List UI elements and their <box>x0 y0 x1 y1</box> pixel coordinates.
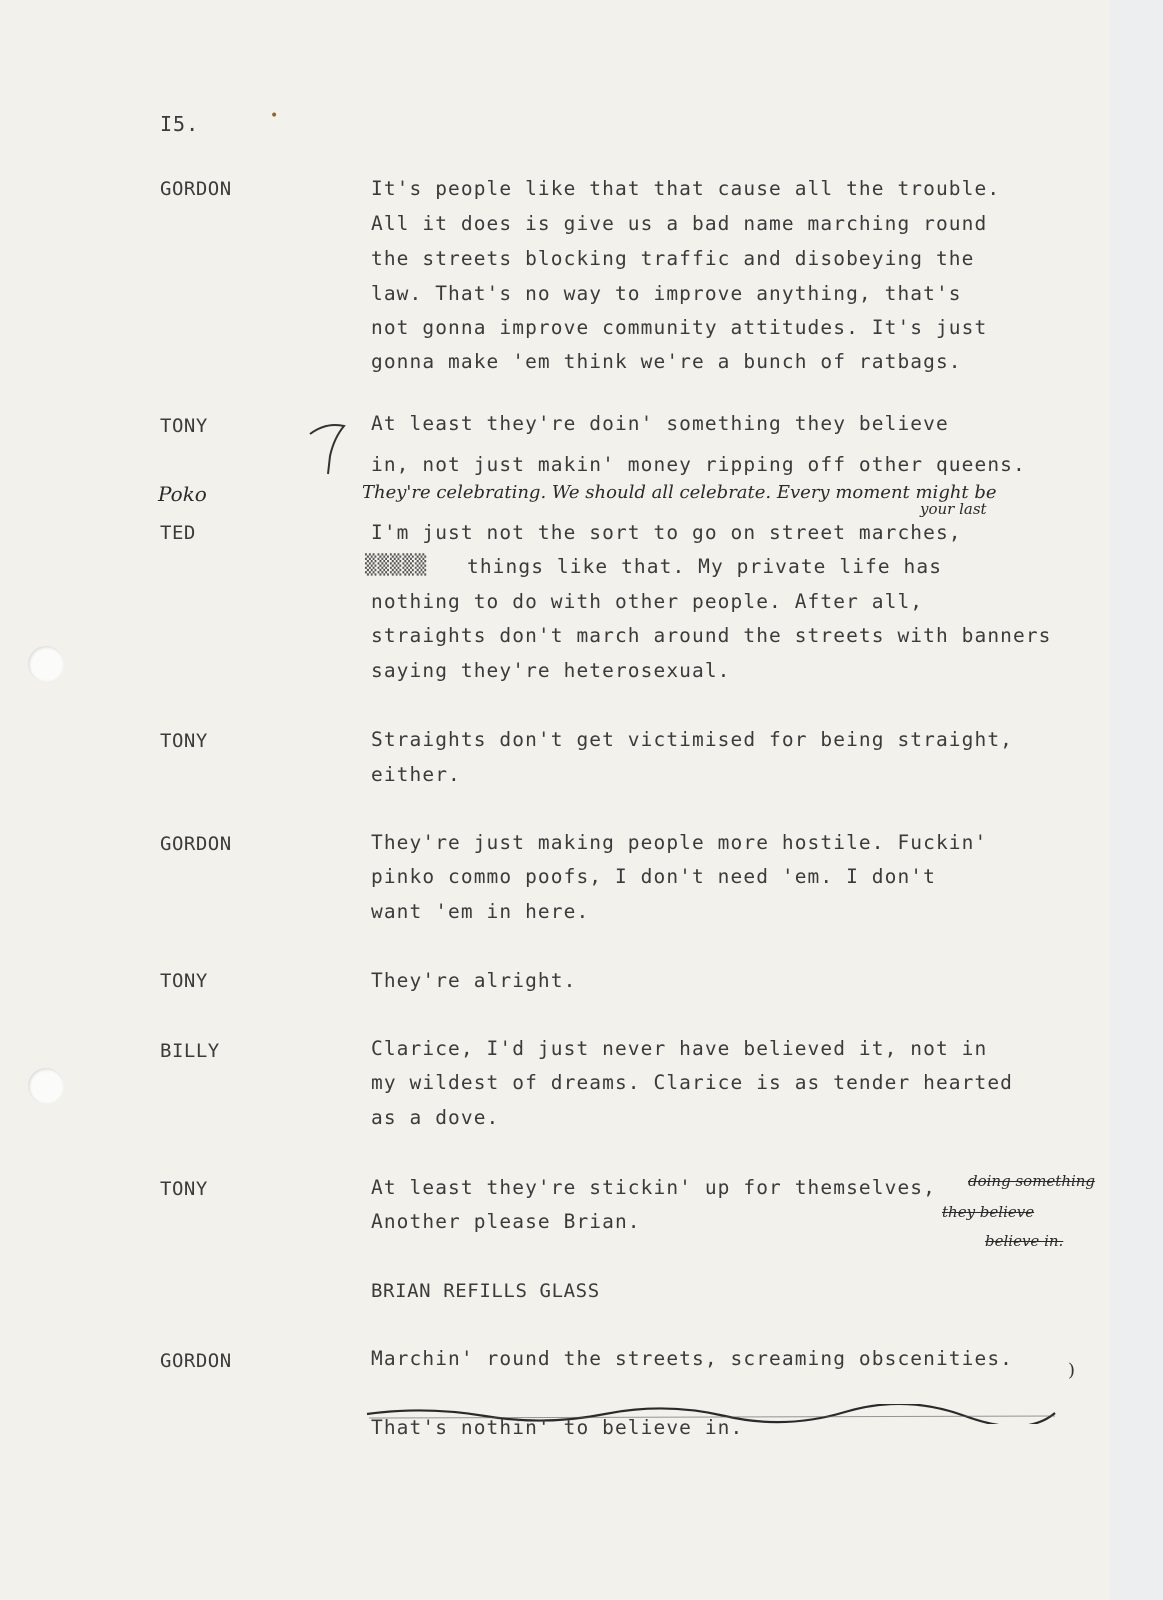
dialogue-line: That's nothin' to believe in. <box>371 1416 744 1439</box>
dialogue-line: as a dove. <box>371 1106 500 1129</box>
dialogue-line: Marchin' round the streets, screaming obscenities. <box>371 1347 1013 1370</box>
dialogue-line: Straights don't get victimised for being straight, <box>371 728 1013 751</box>
dialogue-line: not gonna improve community attitudes. It's just <box>371 316 988 339</box>
speaker-tony: TONY <box>160 970 208 992</box>
page-edge <box>1110 0 1163 1600</box>
dialogue-line: in, not just makin' money ripping off other queens. <box>371 453 1026 476</box>
dialogue-line: All it does is give us a bad name marching round <box>371 212 988 235</box>
page-number: I5. <box>160 112 200 136</box>
struck-typed-word: ▒▒▒▒▒ <box>365 554 428 576</box>
dialogue-line: gonna make 'em think we're a bunch of ratbags. <box>371 350 962 373</box>
dialogue-line: straights don't march around the streets with banners <box>371 624 1052 647</box>
speaker-tony: TONY <box>160 415 208 437</box>
dialogue-line: At least they're stickin' up for themselves, <box>371 1176 936 1199</box>
dialogue-line: Clarice, I'd just never have believed it, not in <box>371 1037 988 1060</box>
dialogue-line: I'm just not the sort to go on street marches, <box>371 521 962 544</box>
dialogue-line: nothing to do with other people. After all, <box>371 590 924 613</box>
dialogue-line: things like that. My private life has <box>467 555 943 578</box>
handwritten-speaker-insert: Poko <box>158 482 207 506</box>
speaker-ted: TED <box>160 522 196 544</box>
handwritten-margin-note: doing something <box>968 1172 1096 1190</box>
speaker-gordon: GORDON <box>160 833 232 855</box>
margin-tick: ) <box>1068 1360 1076 1381</box>
dialogue-line: They're alright. <box>371 969 577 992</box>
dialogue-line: saying they're heterosexual. <box>371 659 731 682</box>
dialogue-line: They're just making people more hostile. Fuckin' <box>371 831 988 854</box>
handwritten-insert-line: They're celebrating. We should all celebrate. Every moment might be <box>362 482 997 503</box>
stage-direction: BRIAN REFILLS GLASS <box>371 1280 600 1302</box>
handwritten-margin-note: believe in. <box>985 1232 1064 1250</box>
handwritten-insert-line-2: your last <box>920 500 987 518</box>
punch-hole <box>28 1068 64 1104</box>
dialogue-line: At least they're doin' something they believe <box>371 412 949 435</box>
dialogue-line: law. That's no way to improve anything, that's <box>371 282 962 305</box>
punch-hole <box>28 646 64 682</box>
handwritten-margin-note: they believe <box>942 1203 1035 1221</box>
speaker-billy: BILLY <box>160 1040 220 1062</box>
dialogue-line: my wildest of dreams. Clarice is as tender hearted <box>371 1071 1013 1094</box>
dialogue-line: want 'em in here. <box>371 900 590 923</box>
dialogue-line: Another please Brian. <box>371 1210 641 1233</box>
speaker-tony: TONY <box>160 730 208 752</box>
dialogue-line: pinko commo poofs, I don't need 'em. I don't <box>371 865 936 888</box>
ink-dot: • <box>270 108 279 124</box>
speaker-gordon: GORDON <box>160 1350 232 1372</box>
speaker-gordon: GORDON <box>160 178 232 200</box>
dialogue-line: It's people like that that cause all the trouble. <box>371 177 1001 200</box>
question-mark-annotation <box>306 416 352 480</box>
speaker-tony: TONY <box>160 1178 208 1200</box>
dialogue-line: the streets blocking traffic and disobeying the <box>371 247 975 270</box>
dialogue-line: either. <box>371 763 461 786</box>
